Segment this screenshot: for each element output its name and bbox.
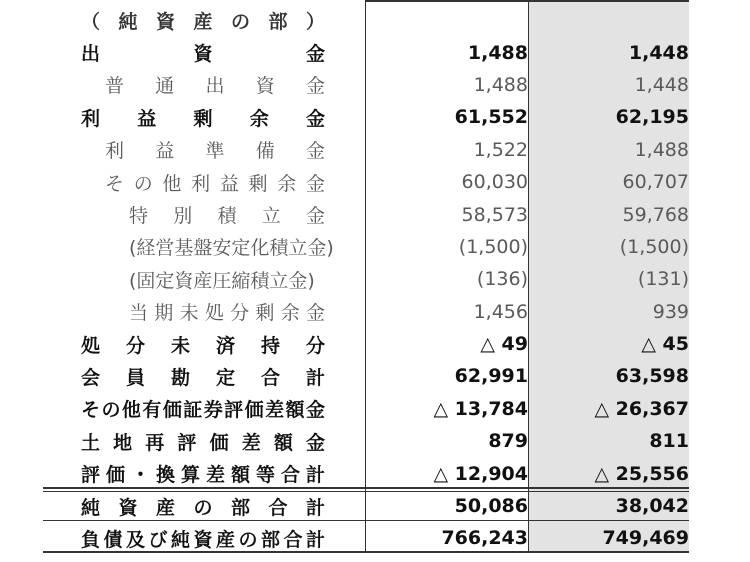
column-divider-right xyxy=(528,0,529,552)
current-value: 60,030 xyxy=(461,171,528,194)
section-header-row xyxy=(43,4,689,36)
previous-value: 62,195 xyxy=(615,106,689,129)
previous-value: (131) xyxy=(637,268,689,291)
previous-value: 38,042 xyxy=(615,495,689,518)
table-row xyxy=(43,231,689,263)
table-row xyxy=(43,166,689,198)
current-value: (1,500) xyxy=(458,235,528,258)
row-label: 負債及び純資産の部合計 xyxy=(81,528,325,551)
previous-value: △ 25,556 xyxy=(594,462,689,485)
column-divider-left xyxy=(365,0,366,552)
table-row xyxy=(43,393,689,425)
table-row xyxy=(43,101,689,133)
table-row xyxy=(43,36,689,68)
top-rule xyxy=(365,0,689,2)
row-label: 会員勘定合計 xyxy=(81,366,325,389)
previous-value: 939 xyxy=(652,300,689,323)
total-rule xyxy=(43,520,689,521)
row-label: 処分未済持分 xyxy=(81,334,325,357)
row-label: 評価・換算差額等合計 xyxy=(81,464,325,487)
table-row xyxy=(43,263,689,295)
previous-value: 811 xyxy=(649,430,689,453)
row-label: (固定資産圧縮積立金) xyxy=(129,269,315,292)
subtotal-rule-double-bottom xyxy=(43,491,689,492)
previous-value: 60,707 xyxy=(622,171,689,194)
bottom-rule xyxy=(43,551,689,553)
table-row xyxy=(43,296,689,328)
table-row xyxy=(43,425,689,457)
current-value: 61,552 xyxy=(454,106,528,129)
previous-value: 1,448 xyxy=(628,41,689,64)
previous-value: (1,500) xyxy=(619,235,689,258)
current-value: 62,991 xyxy=(454,365,528,388)
previous-value: 1,488 xyxy=(634,138,689,161)
row-label: 特別積立金 xyxy=(129,205,325,228)
table-row xyxy=(43,490,689,522)
current-value: 1,522 xyxy=(473,138,528,161)
table-row xyxy=(43,328,689,360)
current-value: △ 49 xyxy=(480,333,528,356)
current-value: (136) xyxy=(476,268,528,291)
row-label: 普通出資金 xyxy=(105,75,325,98)
row-label: 純資産の部合計 xyxy=(81,496,325,519)
current-value: 50,086 xyxy=(454,495,528,518)
net-assets-table xyxy=(43,4,689,555)
current-value: 766,243 xyxy=(441,527,528,550)
section-header: （純資産の部） xyxy=(81,10,325,33)
row-label: その他利益剰余金 xyxy=(105,172,325,195)
previous-value: △ 26,367 xyxy=(594,397,689,420)
row-label: 出資金 xyxy=(81,43,325,66)
current-value: △ 12,904 xyxy=(433,462,528,485)
current-value: 1,488 xyxy=(473,73,528,96)
previous-value: 59,768 xyxy=(622,203,689,226)
table-row xyxy=(43,198,689,230)
table-row xyxy=(43,69,689,101)
row-label: 土地再評価差額金 xyxy=(81,431,325,454)
current-value: 1,456 xyxy=(473,300,528,323)
subtotal-rule-double-top xyxy=(43,487,689,489)
row-label: 利益剰余金 xyxy=(81,107,325,130)
row-label: (経営基盤安定化積立金) xyxy=(129,237,334,260)
current-value: 879 xyxy=(488,430,528,453)
table-row xyxy=(43,522,689,554)
table-row xyxy=(43,360,689,392)
table-row xyxy=(43,457,689,489)
previous-value: △ 45 xyxy=(641,333,689,356)
previous-value: 63,598 xyxy=(615,365,689,388)
table-row xyxy=(43,134,689,166)
row-label: その他有価証券評価差額金 xyxy=(81,399,325,422)
current-value: 58,573 xyxy=(461,203,528,226)
current-value: △ 13,784 xyxy=(433,397,528,420)
row-label: 利益準備金 xyxy=(105,140,325,163)
row-label: 当期未処分剰余金 xyxy=(129,302,325,325)
previous-value: 1,448 xyxy=(634,73,689,96)
previous-value: 749,469 xyxy=(602,527,689,550)
current-value: 1,488 xyxy=(467,41,528,64)
